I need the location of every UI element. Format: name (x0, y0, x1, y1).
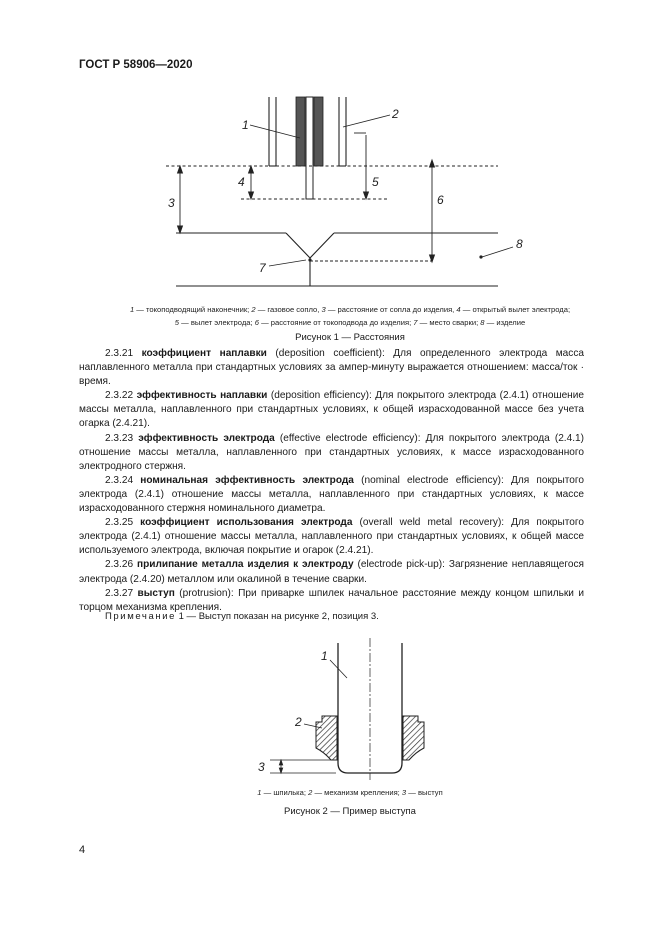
figure1-label-1: 1 (242, 118, 249, 132)
figure1-label-3: 3 (168, 196, 175, 210)
note-text: 1 — Выступ показан на рисунке 2, позиция 3. (176, 611, 379, 622)
figure1-legend-line1: 1 — токоподводящий наконечник; 2 — газовое сопло, 3 — расстояние от сопла до изделия, 4 — открытый вылет электрода; (129, 305, 571, 314)
figure2-label-3: 3 (258, 760, 265, 774)
page-number: 4 (79, 844, 86, 856)
note-label: Примечание (105, 611, 176, 622)
figure1-label-6: 6 (437, 193, 444, 207)
definition-2-3-27: 2.3.27 выступ (protrusion): При приварке шпилек начальное расстояние между концом шпильки и торцом механизма крепления. (79, 587, 584, 613)
definition-2-3-21: 2.3.21 коэффициент наплавки (deposition coefficient): Для определенного электрода масса наплавленного металла при стандартных условиях за ампер-минуту выражается отношением: масса/ток · время. (79, 348, 584, 388)
definition-2-3-22: 2.3.22 эффективность наплавки (deposition efficiency): Для покрытого электрода (2.4.1) отношение массы металла, наплавленного при стандартных условиях, к общей израсходованной массе без учета огарка (2.4.21). (79, 390, 585, 430)
stud (338, 638, 402, 780)
figure2-label-1: 1 (321, 649, 328, 663)
definition-2-3-23: 2.3.23 эффективность электрода (effective electrode efficiency): Для покрытого электрода (2.4.1) отношение массы металла, наплавленного при стандартных условиях, к массе израсходованного электродного стержня. (79, 432, 585, 472)
clamping-mechanism (316, 716, 424, 760)
document-header: ГОСТ Р 58906—2020 (79, 59, 193, 71)
figure2-caption: Рисунок 2 — Пример выступа (284, 806, 416, 817)
definition-2-3-24: 2.3.24 номинальная эффективность электрода (nominal electrode efficiency): Для покрытого электрода (2.4.1) отношение массы металла, наплавленного при стандартных условиях, к массе израсходованного стержня номинального диаметра. (79, 474, 584, 515)
figure1-label-2: 2 (392, 107, 399, 121)
figure1-label-4: 4 (238, 175, 245, 189)
definition-2-3-25: 2.3.25 коэффициент использования электрода (overall weld metal recovery): Для покрытого электрода (2.4.1) отношение массы металла, наплавленного при стандартных условиях, к общей массе используемого электрода, включая покрытие и огарок (2.4.21). (79, 517, 584, 557)
figure1-label-8: 8 (516, 237, 523, 251)
figure2-label-2: 2 (295, 715, 302, 729)
figure1-label-5: 5 (372, 175, 379, 189)
figure1-label-7: 7 (259, 261, 266, 275)
protrusion-dimension (270, 760, 336, 773)
figure1-legend-line2: 5 — вылет электрода; 6 — расстояние от токоподвода до изделия; 7 — место сварки; 8 — изделие (174, 318, 526, 327)
figure2-legend: 1 — шпилька; 2 — механизм крепления; 3 — выступ (257, 788, 443, 797)
figure1-caption: Рисунок 1 — Расстояния (295, 332, 405, 343)
definition-2-3-26: 2.3.26 прилипание металла изделия к электроду (electrode pick-up): Загрязнение неплавящегося электрода (2.4.20) металлом или окалиной в течение сварки. (79, 559, 585, 585)
